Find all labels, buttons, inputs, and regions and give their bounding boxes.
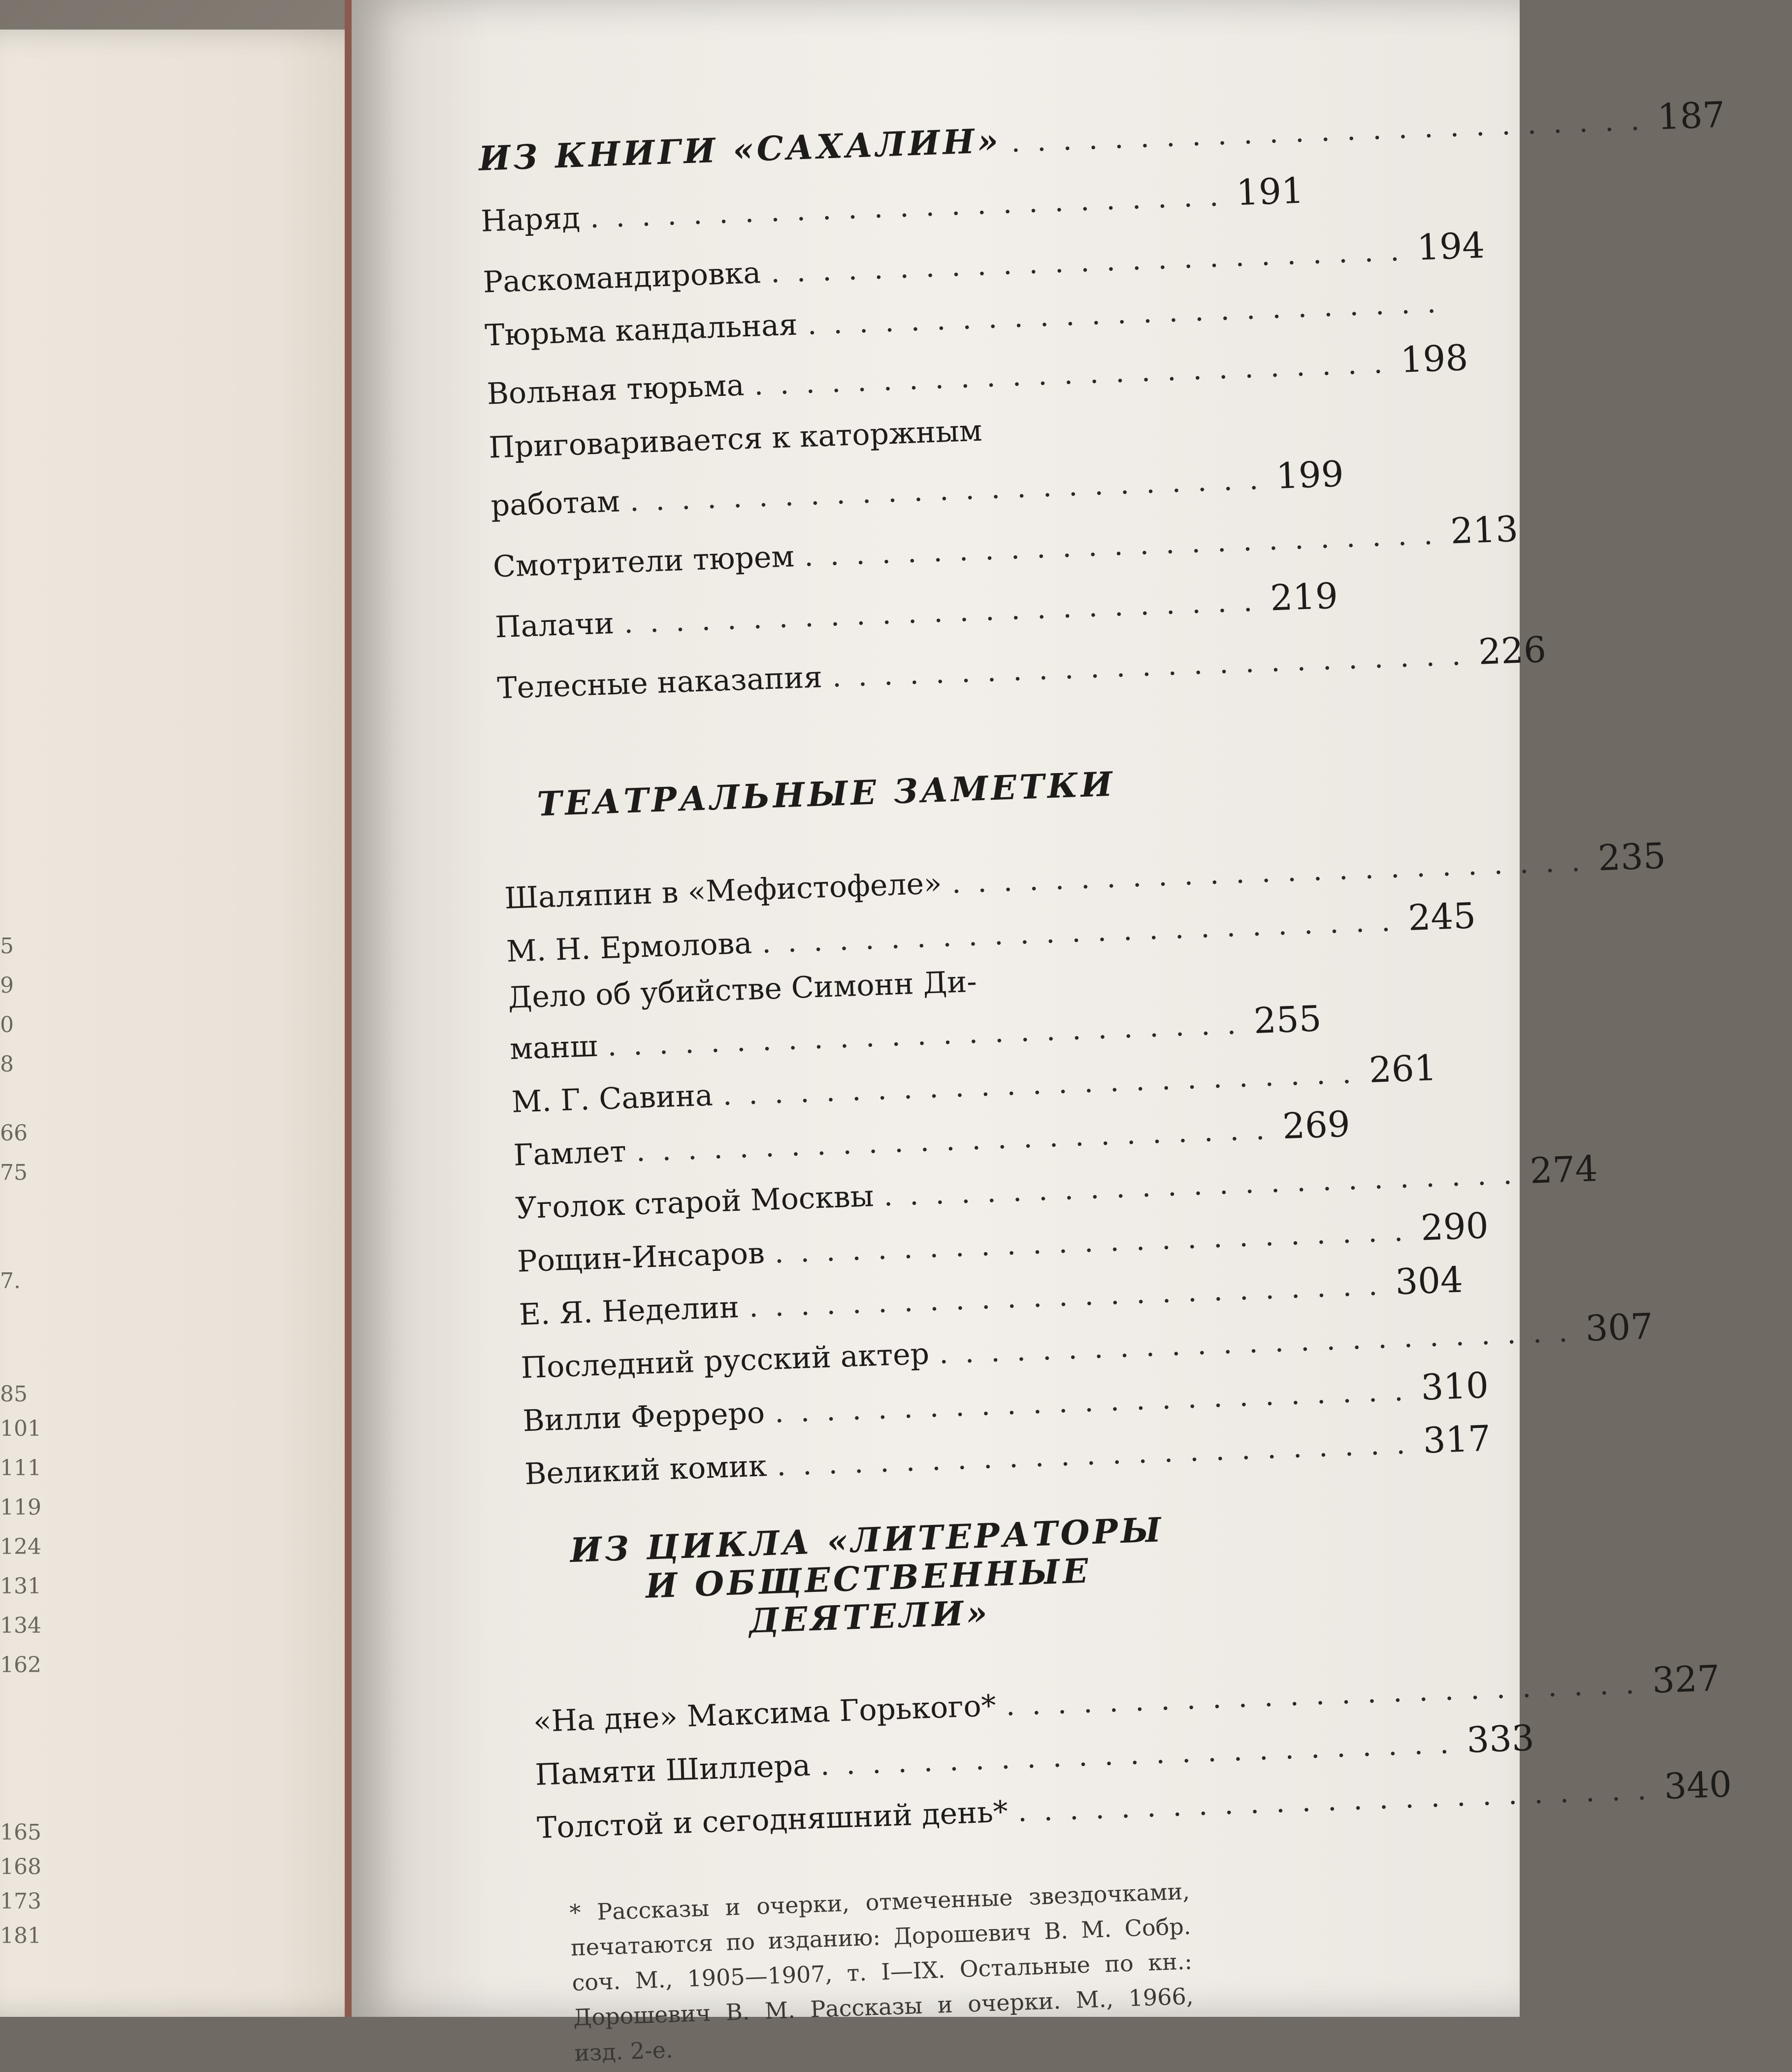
- entry-title: манш: [509, 1029, 598, 1067]
- leader-dots: .........................: [629, 461, 1275, 518]
- leader-dots: .........................: [774, 1213, 1420, 1270]
- left-page-number: 75: [0, 1160, 28, 1185]
- leader-dots: .........................: [722, 1056, 1368, 1112]
- leader-dots: .........................: [635, 1112, 1282, 1168]
- leader-dots: .........................: [831, 638, 1478, 694]
- leader-dots: .........................: [589, 178, 1236, 234]
- leader-dots: .........................: [938, 1314, 1585, 1370]
- leader-dots: .........................: [951, 843, 1597, 900]
- leader-dots: .........................: [1017, 1772, 1663, 1828]
- entry-title: Приговаривается к каторжным: [488, 413, 983, 465]
- leader-dots: .........................: [883, 1156, 1530, 1213]
- leader-dots: .........................: [819, 1725, 1466, 1782]
- page-number: 199: [1275, 453, 1345, 497]
- page-number: 219: [1269, 575, 1339, 619]
- entry-title: Дело об убийстве Симонн Ди-: [507, 964, 977, 1015]
- page-number: 194: [1416, 224, 1486, 268]
- entry-title: М. Н. Ермолова: [506, 926, 753, 969]
- page-number: 333: [1466, 1716, 1535, 1761]
- entry-title: Уголок старой Москвы: [515, 1179, 875, 1226]
- leader-dots: .........................: [748, 1267, 1395, 1324]
- entry-title: работам: [490, 484, 620, 523]
- left-page-number: 162: [0, 1652, 41, 1678]
- entry-title: М. Г. Савина: [511, 1078, 714, 1120]
- left-page-number: 111: [0, 1456, 41, 1481]
- entry-title: Вилли Ферреро: [522, 1395, 766, 1439]
- section-title: ИЗ ЦИКЛА «ЛИТЕРАТОРЫ И ОБЩЕСТВЕННЫЕ ДЕЯТЕЛИ»: [569, 1510, 1165, 1641]
- left-page-number: 119: [0, 1495, 41, 1520]
- left-page-number: 66: [0, 1121, 28, 1146]
- left-page-number: 131: [0, 1574, 41, 1599]
- leader-dots: .........................: [803, 517, 1450, 573]
- page-number: 304: [1394, 1259, 1464, 1303]
- page-number: 290: [1420, 1204, 1489, 1249]
- entry-title: Великий комик: [524, 1449, 768, 1492]
- left-page-number: 85: [0, 1382, 28, 1407]
- page-number: 327: [1651, 1657, 1721, 1701]
- entry-title: Памяти Шиллера: [534, 1748, 811, 1792]
- page-number: 235: [1597, 835, 1666, 879]
- section-title: ИЗ КНИГИ «САХАЛИН»: [478, 121, 1002, 179]
- entry-title: Толстой и сегодняшний день*: [536, 1794, 1009, 1845]
- left-page-number: 7.: [0, 1268, 21, 1294]
- entry-title: Раскомандировка: [482, 255, 762, 300]
- entry-title: Тюрьма кандальная: [484, 308, 798, 354]
- leader-dots: .........................: [1005, 1666, 1652, 1722]
- leader-dots: .........................: [607, 1006, 1253, 1063]
- left-page-number: 0: [0, 1012, 14, 1037]
- left-page-number: 168: [0, 1854, 41, 1879]
- page-number: 317: [1422, 1417, 1492, 1461]
- page-number: 213: [1449, 508, 1519, 552]
- entry-title: Палачи: [494, 606, 615, 645]
- table-of-contents: [478, 94, 1732, 2072]
- left-page-number: 173: [0, 1889, 41, 1914]
- page-number: 261: [1368, 1047, 1437, 1091]
- entry-title: Е. Я. Неделин: [518, 1290, 740, 1332]
- leader-dots: .........................: [1010, 102, 1657, 159]
- entry-title: Наряд: [480, 200, 581, 239]
- left-page-number: 124: [0, 1534, 41, 1559]
- entry-title: Шаляпин в «Мефистофеле»: [504, 866, 943, 916]
- left-page: [0, 30, 394, 2017]
- entry-title: «На дне» Максима Горького*: [532, 1688, 997, 1739]
- leader-dots: .........................: [807, 285, 1453, 342]
- entry-title: Последний русский актер: [520, 1336, 930, 1386]
- page-number: 226: [1477, 629, 1547, 673]
- page-number: 198: [1400, 336, 1469, 381]
- left-page-number: 165: [0, 1820, 41, 1845]
- page-number: 255: [1253, 998, 1322, 1042]
- footnote: * Рассказы и очерки, отмеченные звездочками, печатаются по изданию: Дорошевич В. М. Собр. соч. М., 1905—1907, т. I—IX. Остальные по кн.: Дорошевич В. М. Рассказы и очерки. М., 1966, изд. 2-е.: [569, 1878, 1194, 2067]
- leader-dots: .........................: [770, 233, 1417, 290]
- left-page-number: 8: [0, 1052, 14, 1077]
- leader-dots: .........................: [776, 1426, 1423, 1483]
- entry-title: Вольная тюрьма: [486, 368, 745, 412]
- left-page-number: 5: [0, 934, 14, 959]
- page-number: 191: [1235, 169, 1305, 214]
- entry-title: Рощин-Инсаров: [517, 1236, 765, 1279]
- entry-title: Смотрители тюрем: [492, 539, 795, 584]
- entry-title: Телесные наказапия: [496, 660, 823, 706]
- left-page-number: 101: [0, 1416, 41, 1441]
- leader-dots: .........................: [753, 345, 1400, 402]
- entry-title: Гамлет: [513, 1134, 627, 1173]
- leader-dots: .........................: [774, 1373, 1421, 1429]
- section-title: ТЕАТРАЛЬНЫЕ ЗАМЕТКИ: [536, 764, 1116, 824]
- page-number: 307: [1584, 1305, 1654, 1349]
- leader-dots: .........................: [623, 583, 1270, 640]
- page-number: 274: [1529, 1147, 1598, 1192]
- left-page-number: 181: [0, 1923, 41, 1948]
- page-number: 245: [1407, 895, 1477, 939]
- leader-dots: .........................: [761, 904, 1408, 960]
- left-page-number: 9: [0, 973, 14, 998]
- page-number: 269: [1281, 1103, 1351, 1147]
- left-page-number: 134: [0, 1613, 41, 1638]
- page-number: 187: [1657, 94, 1726, 138]
- page-number: 340: [1663, 1763, 1732, 1807]
- page-number: 310: [1420, 1364, 1490, 1408]
